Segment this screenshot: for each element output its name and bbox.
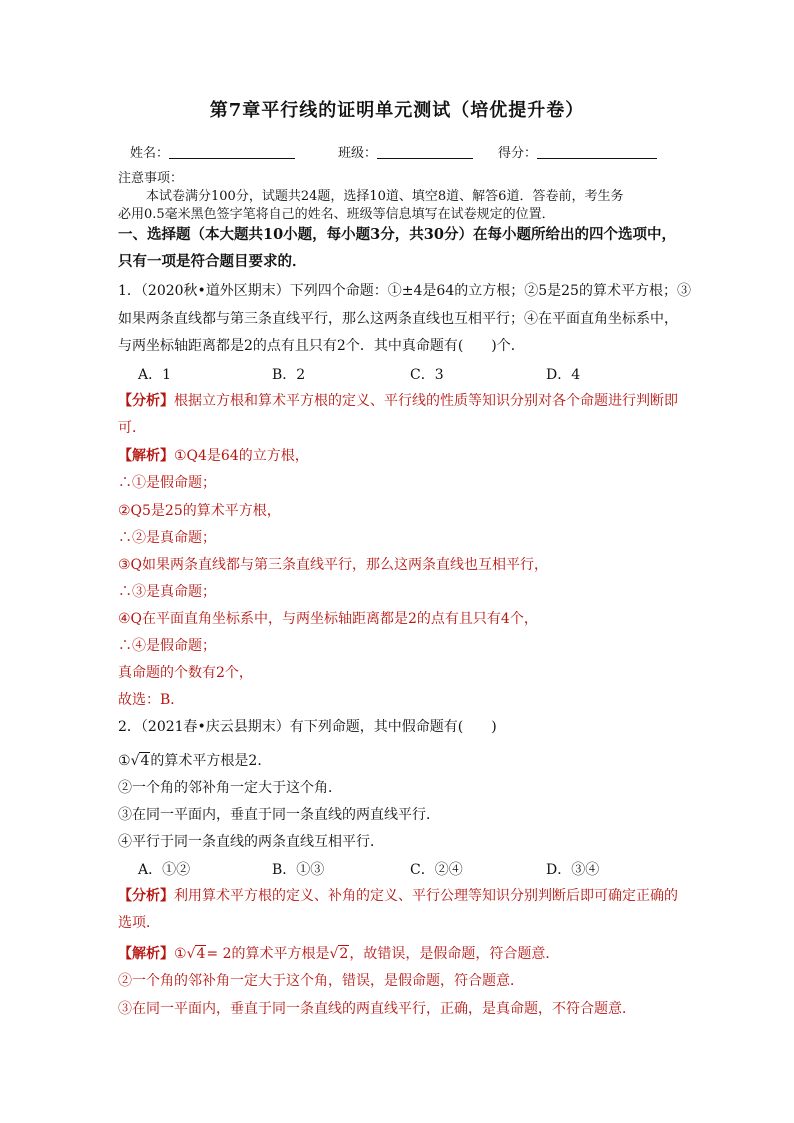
q1-line-2: 如果两条直线都与第三条直线平行，那么这两条直线也互相平行；④在平面直角坐标系中，: [118, 311, 678, 327]
q1-sol-line-1: ①Q4是64的立方根，: [174, 448, 309, 464]
solution-tag: 【解析】: [118, 448, 174, 464]
q1-option-d: D．4: [546, 367, 581, 383]
notes-heading: 注意事项：: [118, 171, 184, 186]
q1-solution: [118, 446, 309, 466]
q2-option-a: A．①②: [138, 862, 191, 878]
q2-option-c: C．②④: [410, 862, 463, 878]
section-heading-1: 一、选择题（本大题共10小题，每小题3分，共30分）在每小题所给出的四个选项中，: [118, 226, 676, 243]
class-field: [338, 142, 473, 161]
q1-analysis-cont: 可．: [118, 420, 146, 436]
q1-sol-line-4: ∴②是真命题；: [118, 530, 216, 546]
q2-option-d: D．③④: [546, 862, 600, 878]
q2-analysis: [118, 886, 678, 906]
solution-tag: 【解析】: [118, 946, 174, 962]
radicand: 2: [339, 946, 349, 962]
q2-solution: [118, 944, 559, 964]
q2-item-4: ④平行于同一条直线的两条直线互相平行．: [118, 834, 384, 850]
q1-analysis-text: 根据立方根和算术平方根的定义、平行线的性质等知识分别对各个命题进行判断即: [174, 393, 678, 409]
q1-line-1: 1．（2020秋•道外区期末）下列四个命题：①±4是64的立方根；②5是25的算术平方根；③: [118, 283, 691, 299]
q2-item-1-marker: ①: [118, 753, 131, 769]
name-field: [130, 142, 295, 161]
name-blank: [169, 144, 295, 159]
q2-sol-line-3: ③在同一平面内，垂直于同一条直线的两直线平行，正确，是真命题，不符合题意．: [118, 1001, 636, 1017]
analysis-tag: 【分析】: [118, 888, 174, 904]
score-label: 得分：: [498, 146, 538, 161]
q1-sol-line-10: 故选：B．: [118, 692, 185, 708]
q1-option-b: B．2: [272, 367, 306, 383]
notes-line-2: 必用0.5毫米黑色签字笔将自己的姓名、班级等信息填写在试卷规定的位置．: [118, 207, 555, 222]
q1-option-c: C．3: [410, 367, 444, 383]
notes-line-1: 本试卷满分100分，试题共24题，选择10道、填空8道、解答6道．答卷前，考生务: [146, 189, 624, 204]
section-heading-2: 只有一项是符合题目要求的．: [118, 253, 307, 270]
q2-analysis-cont: 选项．: [118, 915, 160, 931]
q1-sol-line-7: ④Q在平面直角坐标系中，与两坐标轴距离都是2的点有且只有4个，: [118, 611, 538, 627]
name-label: 姓名：: [130, 146, 170, 161]
q1-sol-line-8: ∴④是假命题；: [118, 638, 216, 654]
q2-sol-line-2: ②一个角的邻补角一定大于这个角，错误，是假命题，符合题意．: [118, 973, 524, 989]
q1-sol-line-2: ∴①是假命题；: [118, 475, 216, 491]
class-blank: [377, 144, 473, 159]
q1-sol-line-6: ∴③是真命题；: [118, 584, 216, 600]
score-field: [498, 142, 657, 161]
q1-option-a: A．1: [138, 367, 172, 383]
q2-line-1: 2．（2021春•庆云县期末）有下列命题，其中假命题有( ): [118, 719, 497, 735]
sqrt-symbol: √2: [329, 946, 349, 962]
q2-sol-marker: ①: [174, 946, 187, 962]
q2-item-1: [118, 751, 271, 771]
sqrt-symbol: √4: [130, 753, 150, 769]
q2-item-3: ③在同一平面内，垂直于同一条直线的两直线平行．: [118, 807, 440, 823]
q2-option-b: B．①③: [272, 862, 325, 878]
q2-analysis-text: 利用算术平方根的定义、补角的定义、平行公理等知识分别判断后即可确定正确的: [174, 888, 678, 904]
q1-line-3: 与两坐标轴距离都是2的点有且只有2个．其中真命题有( )个．: [118, 338, 525, 354]
q2-sol-text: ，故错误，是假命题，符合题意．: [349, 946, 560, 962]
q1-sol-line-3: ②Q5是25的算术平方根，: [118, 503, 281, 519]
page-title: 第7章平行线的证明单元测试（培优提升卷）: [209, 100, 585, 121]
class-label: 班级：: [338, 146, 378, 161]
q2-sol-mid: = 2的算术平方根是: [206, 946, 330, 962]
q2-item-2: ②一个角的邻补角一定大于这个角．: [118, 780, 342, 796]
radicand: 4: [196, 946, 206, 962]
radicand: 4: [140, 753, 150, 769]
q1-analysis: [118, 391, 678, 411]
score-blank: [537, 144, 657, 159]
sqrt-symbol: √4: [186, 946, 206, 962]
q2-item-1-text: 的算术平方根是2．: [150, 753, 272, 769]
q1-sol-line-5: ③Q如果两条直线都与第三条直线平行，那么这两条直线也互相平行，: [118, 557, 549, 573]
q1-sol-line-9: 真命题的个数有2个，: [118, 665, 253, 681]
analysis-tag: 【分析】: [118, 393, 174, 409]
